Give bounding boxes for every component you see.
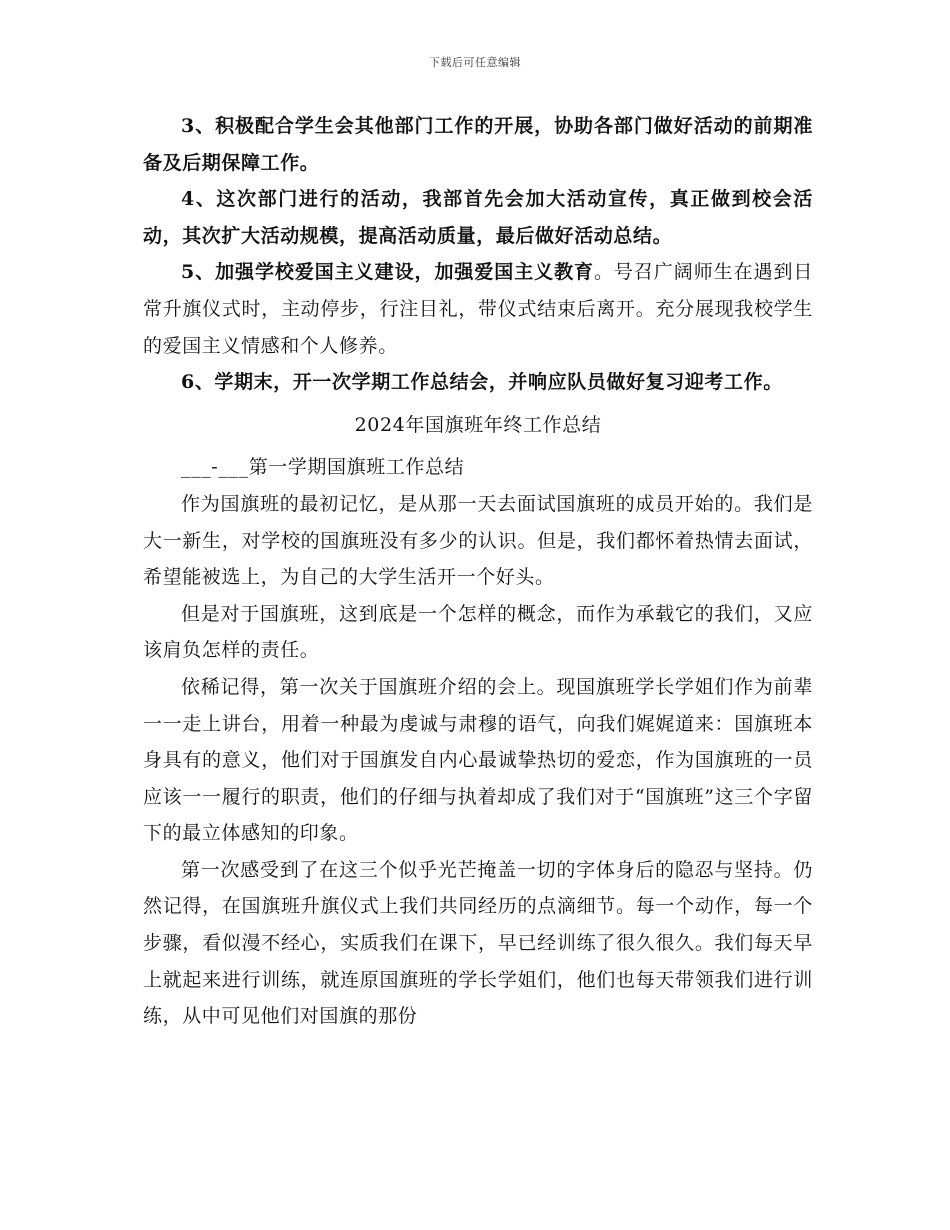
paragraph-2: 但是对于国旗班，这到底是一个怎样的概念，而作为承载它的我们，又应该肩负怎样的责任。: [143, 602, 813, 662]
plan-item-5-text: 。号召广阔师生在遇到日常升旗仪式时，主动停步，行注目礼，带仪式结束后离开。充分展现我校学生的爱国主义情感和个人修养。: [143, 261, 813, 357]
paragraph-1: 作为国旗班的最初记忆，是从那一天去面试国旗班的成员开始的。我们是大一新生，对学校的国旗班没有多少的认识。但是，我们都怀着热情去面试，希望能被选上，为自己的大学生活开一个好头。: [143, 492, 813, 589]
plan-item-5: [143, 254, 813, 364]
plan-item-3: 3、积极配合学生会其他部门工作的开展，协助各部门做好活动的前期准备及后期保障工作。: [143, 115, 813, 174]
plan-item-4: 4、这次部门进行的活动，我部首先会加大活动宣传，真正做到校会活动，其次扩大活动规模，提高活动质量，最后做好活动总结。: [143, 188, 813, 247]
document-body: [143, 108, 813, 1035]
document-title: 2024年国旗班年终工作总结: [354, 413, 602, 436]
plan-item-6: 6、学期末，开一次学期工作总结会，并响应队员做好复习迎考工作。: [181, 371, 783, 394]
document-subtitle: ___-___第一学期国旗班工作总结: [181, 456, 465, 479]
paragraph-3: 依稀记得，第一次关于国旗班介绍的会上。现国旗班学长学姐们作为前辈一一走上讲台，用着一种最为虔诚与肃穆的语气，向我们娓娓道来：国旗班本身具有的意义，他们对于国旗发自内心最诚挚热切的爱恋，作为国旗班的一员应该一一履行的职责，他们的仔细与执着却成了我们对于“国旗班”这三个字留下的最立体感知的印象。: [143, 675, 813, 845]
header-note: 下载后可任意编辑: [429, 56, 521, 69]
plan-item-5-heading: 5、加强学校爱国主义建设，加强爱国主义教育: [181, 261, 594, 284]
paragraph-4: 第一次感受到了在这三个似乎光芒掩盖一切的字体身后的隐忍与坚持。仍然记得，在国旗班升旗仪式上我们共同经历的点滴细节。每一个动作，每一个步骤，看似漫不经心，实质我们在课下，早已经训练了很久很久。我们每天早上就起来进行训练，就连原国旗班的学长学姐们，他们也每天带领我们进行训练，从中可见他们对国旗的那份: [143, 858, 813, 1028]
